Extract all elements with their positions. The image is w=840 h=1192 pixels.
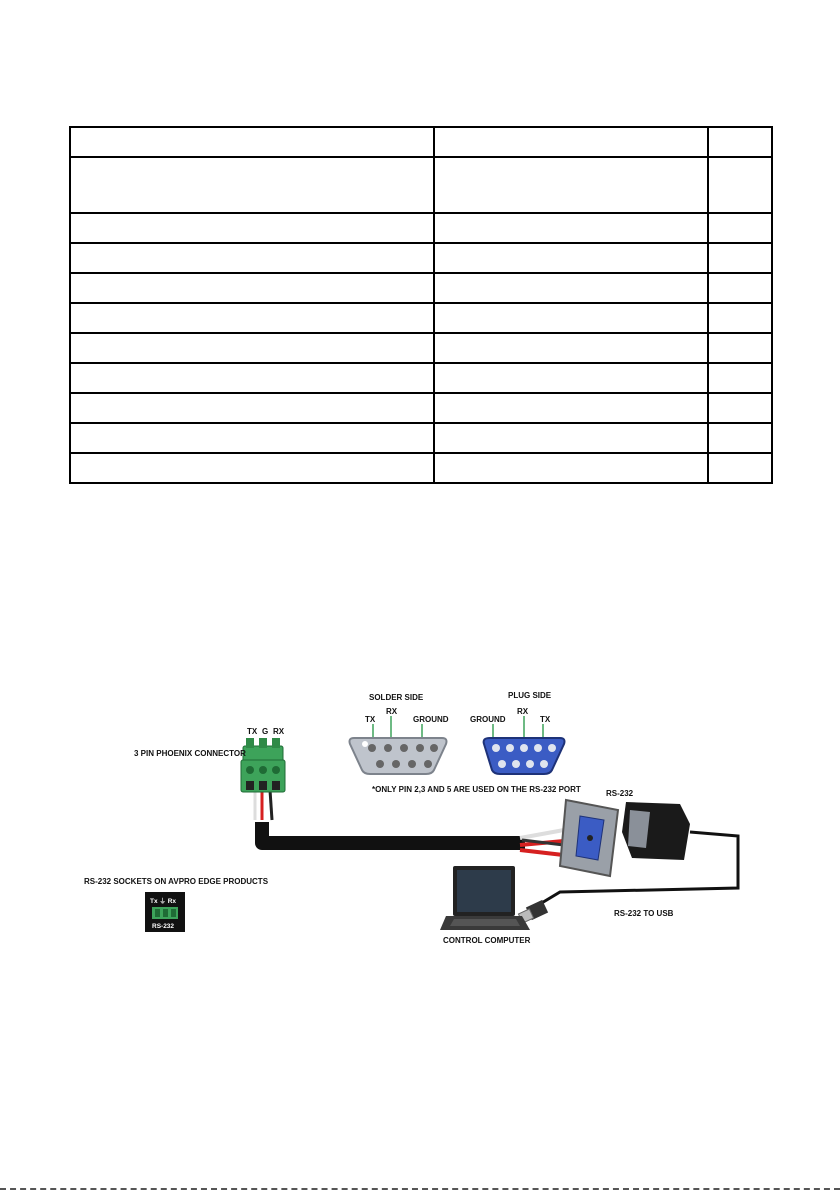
table-cell [708, 157, 772, 213]
table-cell [708, 273, 772, 303]
table-cell [708, 243, 772, 273]
table-row [70, 157, 772, 213]
table-cell [70, 333, 434, 363]
table-cell [70, 243, 434, 273]
main-cable [262, 822, 525, 843]
table-cell [708, 333, 772, 363]
db9-plug-side [484, 738, 565, 774]
table-cell [70, 273, 434, 303]
table-cell [434, 273, 708, 303]
plug-side-tx: TX [540, 715, 551, 724]
db9-adapter [560, 800, 618, 876]
table-cell [70, 303, 434, 333]
plug-side-ground: GROUND [470, 715, 506, 724]
table-row [70, 127, 772, 157]
solder-side-ground: GROUND [413, 715, 449, 724]
table-row [70, 423, 772, 453]
spec-table [69, 126, 773, 484]
laptop-icon [440, 866, 530, 930]
table-cell [434, 127, 708, 157]
table-cell [434, 423, 708, 453]
table-cell [434, 243, 708, 273]
table-cell [708, 393, 772, 423]
table-cell [70, 393, 434, 423]
table-cell [434, 333, 708, 363]
phoenix-pin-rx: RX [273, 727, 285, 736]
table-cell [434, 363, 708, 393]
table-cell [70, 213, 434, 243]
table-cell [708, 213, 772, 243]
table-cell [434, 213, 708, 243]
table-cell [708, 363, 772, 393]
table-row [70, 333, 772, 363]
phoenix-pin-tx: TX [247, 727, 258, 736]
table-row [70, 453, 772, 483]
rs232-wiring-diagram [0, 660, 840, 960]
socket-name-label: RS-232 [152, 923, 175, 930]
usb-label: RS-232 TO USB [614, 909, 674, 918]
pin-note: *ONLY PIN 2,3 AND 5 ARE USED ON THE RS-232 PORT [372, 785, 581, 794]
phoenix-label: 3 PIN PHOENIX CONNECTOR [134, 749, 246, 758]
plug-side-rx: RX [517, 707, 529, 716]
table-row [70, 393, 772, 423]
table-row [70, 303, 772, 333]
rs232-label: RS-232 [606, 789, 634, 798]
table-cell [434, 393, 708, 423]
solder-side-tx: TX [365, 715, 376, 724]
table-row [70, 213, 772, 243]
computer-label: CONTROL COMPUTER [443, 936, 531, 945]
usb-serial-adapter-head [622, 802, 690, 860]
table-cell [708, 303, 772, 333]
table-cell [434, 303, 708, 333]
table-cell [434, 453, 708, 483]
table-cell [70, 127, 434, 157]
table-cell [70, 453, 434, 483]
phoenix-connector [241, 738, 285, 792]
table-cell [70, 423, 434, 453]
solder-side-title: SOLDER SIDE [369, 693, 424, 702]
db9-solder-side [350, 738, 447, 774]
table-row [70, 243, 772, 273]
table-row [70, 273, 772, 303]
table-cell [434, 157, 708, 213]
table-cell [708, 423, 772, 453]
page-bottom-edge [0, 1188, 840, 1190]
sockets-label: RS-232 SOCKETS ON AVPRO EDGE PRODUCTS [84, 877, 269, 886]
socket-pins-label: Tx ⏚ Rx [150, 898, 177, 905]
phoenix-pin-g: G [262, 727, 269, 736]
table-cell [708, 453, 772, 483]
table-cell [708, 127, 772, 157]
plug-side-title: PLUG SIDE [508, 691, 552, 700]
table-cell [70, 157, 434, 213]
table-cell [70, 363, 434, 393]
solder-side-rx: RX [386, 707, 398, 716]
phoenix-wire-black [270, 790, 272, 820]
table-row [70, 363, 772, 393]
